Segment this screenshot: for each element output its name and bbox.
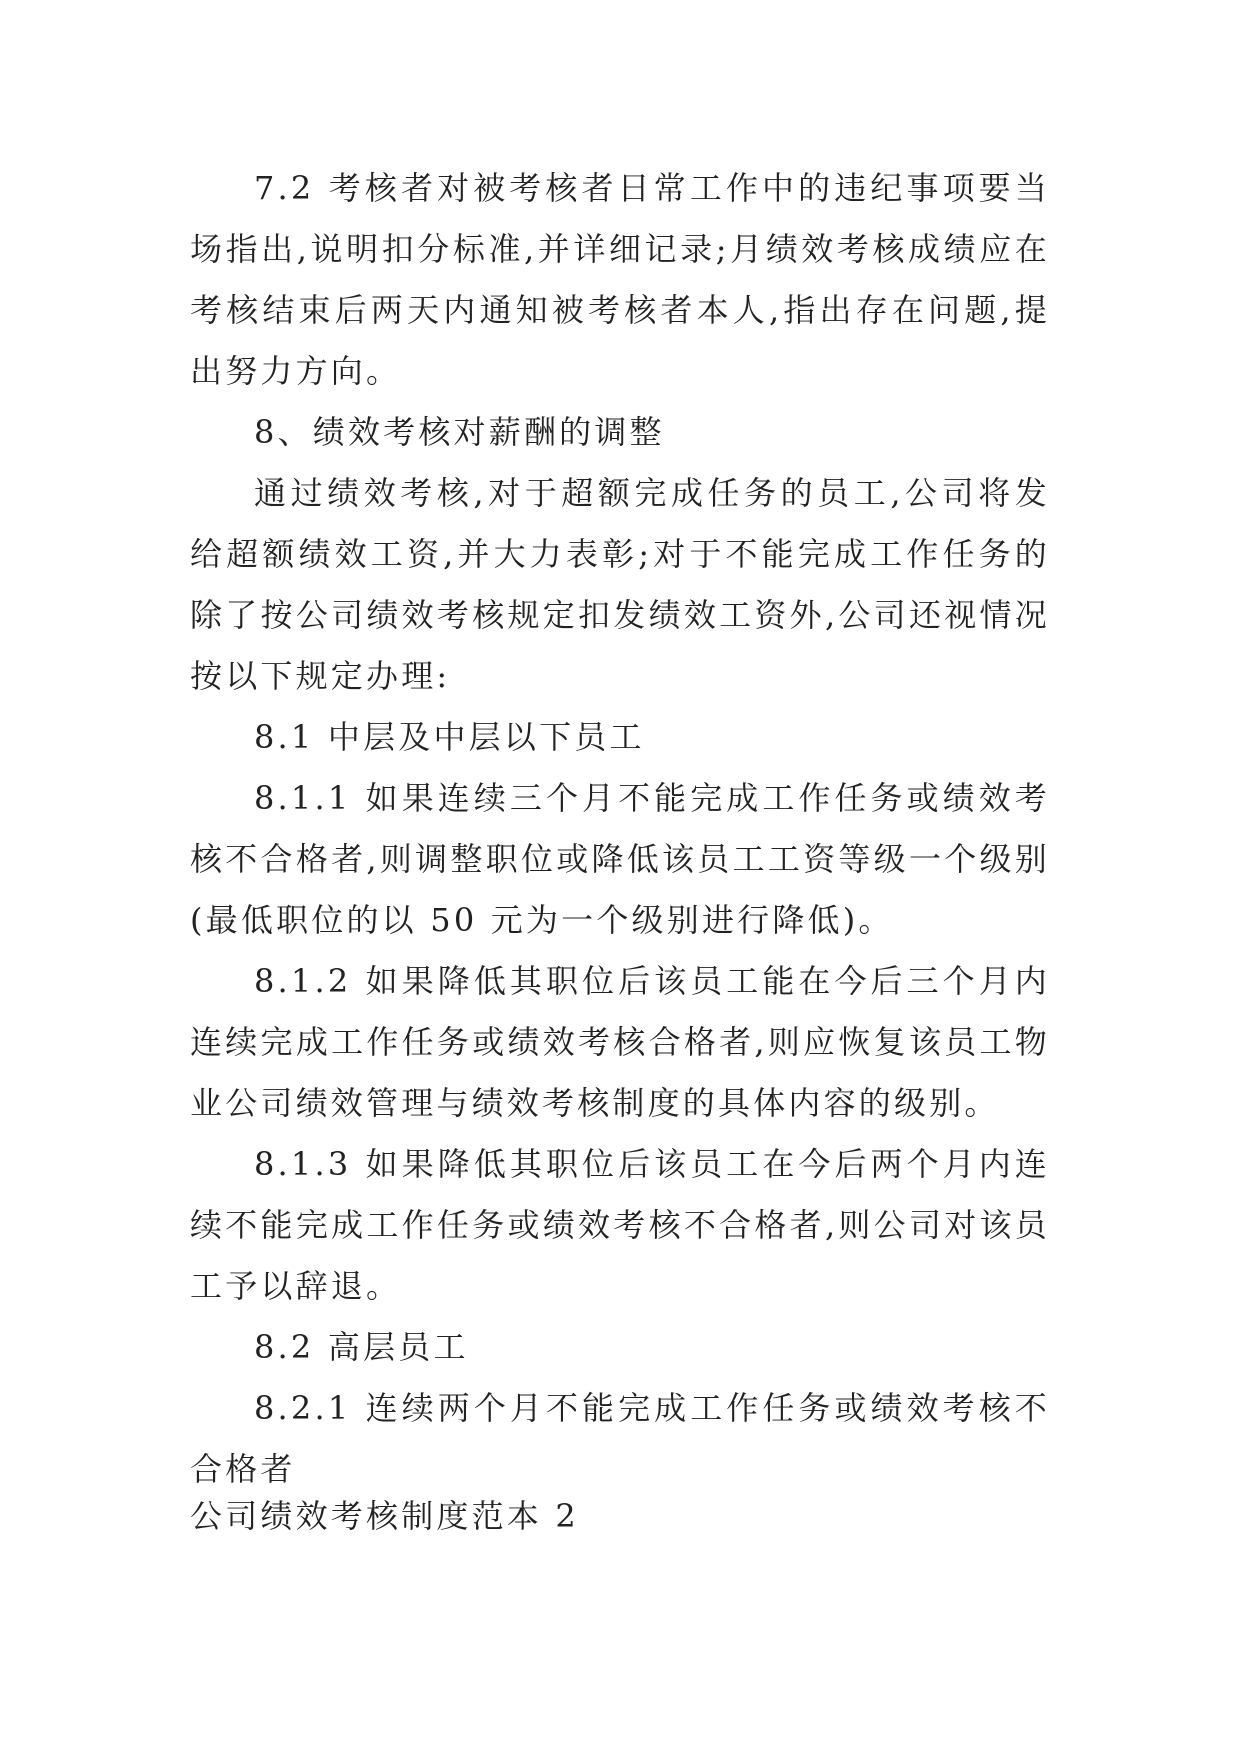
paragraph-8-2-1: 8.2.1 连续两个月不能完成工作任务或绩效考核不合格者 (190, 1389, 1050, 1488)
heading-8-1: 8.1 中层及中层以下员工 (254, 718, 645, 756)
document-body (190, 158, 1050, 1500)
section-title: 公司绩效考核制度范本 2 (190, 1497, 579, 1535)
paragraph-8-1-2: 8.1.2 如果降低其职位后该员工能在今后三个月内连续完成工作任务或绩效考核合格者,则应恢复该员工物业公司绩效管理与绩效考核制度的具体内容的级别。 (190, 962, 1050, 1122)
heading-8: 8、绩效考核对薪酬的调整 (254, 413, 665, 451)
paragraph-7-2: 7.2 考核者对被考核者日常工作中的违纪事项要当场指出,说明扣分标准,并详细记录;月绩效考核成绩应在考核结束后两天内通知被考核者本人,指出存在问题,提出努力方向。 (190, 169, 1050, 390)
paragraph-8-intro: 通过绩效考核,对于超额完成任务的员工,公司将发给超额绩效工资,并大力表彰;对于不能完成工作任务的除了按公司绩效考核规定扣发绩效工资外,公司还视情况按以下规定办理: (190, 474, 1050, 695)
paragraph-8-1-1: 8.1.1 如果连续三个月不能完成工作任务或绩效考核不合格者,则调整职位或降低该员工工资等级一个级别(最低职位的以 50 元为一个级别进行降低)。 (190, 779, 1050, 939)
paragraph-8-1-3: 8.1.3 如果降低其职位后该员工在今后两个月内连续不能完成工作任务或绩效考核不合格者,则公司对该员工予以辞退。 (190, 1145, 1050, 1305)
heading-8-2: 8.2 高层员工 (254, 1328, 469, 1366)
